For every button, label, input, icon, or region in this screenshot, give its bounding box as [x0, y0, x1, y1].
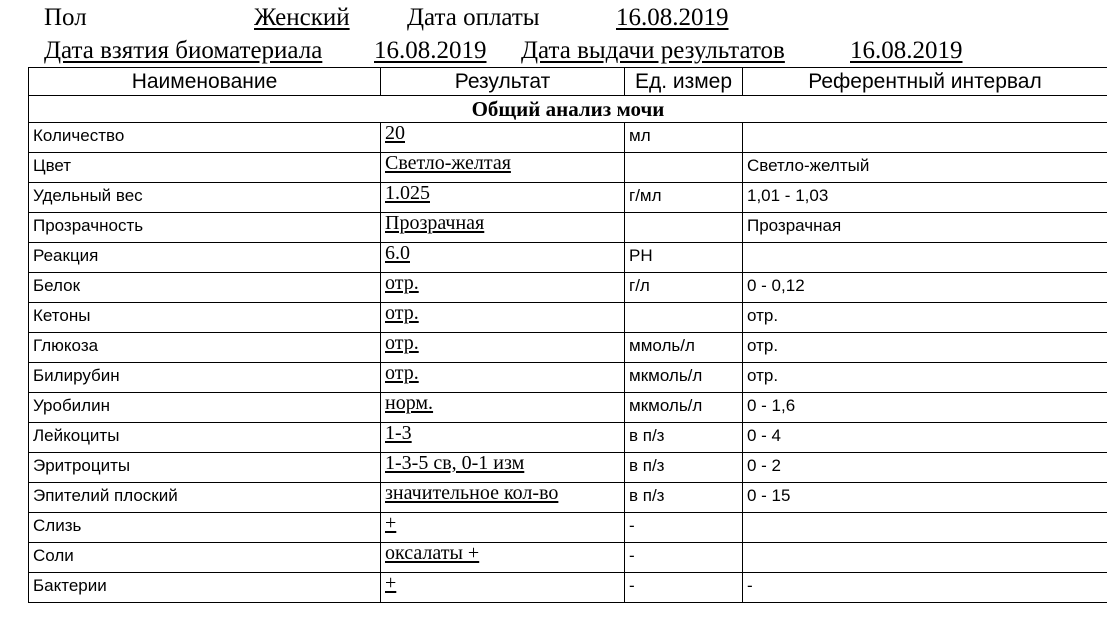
- row-reference: отр.: [743, 303, 1107, 333]
- table-row: [29, 183, 1107, 213]
- row-unit: [625, 303, 743, 333]
- row-unit: -: [625, 513, 743, 543]
- column-header-reference: Референтный интервал: [743, 68, 1107, 96]
- table-row: [29, 153, 1107, 183]
- row-result: Прозрачная: [381, 213, 625, 243]
- urinalysis-table: [28, 67, 1107, 603]
- row-name: Белок: [29, 273, 381, 303]
- table-row: [29, 363, 1107, 393]
- section-title-row: [29, 96, 1107, 123]
- row-name: Цвет: [29, 153, 381, 183]
- row-reference: [743, 543, 1107, 573]
- row-result: отр.: [381, 303, 625, 333]
- row-result: отр.: [381, 333, 625, 363]
- row-reference: [743, 513, 1107, 543]
- section-title: Общий анализ мочи: [29, 96, 1107, 123]
- row-unit: в п/з: [625, 453, 743, 483]
- table-row: [29, 423, 1107, 453]
- row-unit: ммоль/л: [625, 333, 743, 363]
- row-unit: -: [625, 573, 743, 603]
- row-reference: 0 - 1,6: [743, 393, 1107, 423]
- payment-date-value: 16.08.2019: [616, 4, 729, 31]
- result-date-label: Дата выдачи результатов: [521, 37, 785, 64]
- row-name: Бактерии: [29, 573, 381, 603]
- row-result: +: [381, 573, 625, 603]
- row-result: 1-3: [381, 423, 625, 453]
- row-reference: отр.: [743, 333, 1107, 363]
- row-name: Эритроциты: [29, 453, 381, 483]
- row-reference: Прозрачная: [743, 213, 1107, 243]
- row-name: Соли: [29, 543, 381, 573]
- table-row: [29, 333, 1107, 363]
- row-name: Билирубин: [29, 363, 381, 393]
- row-unit: PH: [625, 243, 743, 273]
- table-row: [29, 123, 1107, 153]
- table-row: [29, 573, 1107, 603]
- row-unit: мкмоль/л: [625, 363, 743, 393]
- table-row: [29, 453, 1107, 483]
- row-name: Удельный вес: [29, 183, 381, 213]
- table-row: [29, 273, 1107, 303]
- payment-date-label: Дата оплаты: [407, 4, 540, 31]
- header-row-sex-payment: [44, 4, 1044, 34]
- row-name: Лейкоциты: [29, 423, 381, 453]
- row-reference: [743, 243, 1107, 273]
- row-result: оксалаты +: [381, 543, 625, 573]
- row-name: Реакция: [29, 243, 381, 273]
- table-row: [29, 543, 1107, 573]
- row-name: Прозрачность: [29, 213, 381, 243]
- table-header-row: [29, 68, 1107, 96]
- result-date-value: 16.08.2019: [850, 37, 963, 64]
- table-row: [29, 303, 1107, 333]
- row-reference: 0 - 0,12: [743, 273, 1107, 303]
- row-name: Уробилин: [29, 393, 381, 423]
- row-reference: 0 - 4: [743, 423, 1107, 453]
- row-reference: Светло-желтый: [743, 153, 1107, 183]
- table-row: [29, 393, 1107, 423]
- sample-date-label: Дата взятия биоматериала: [44, 37, 323, 64]
- row-name: Эпителий плоский: [29, 483, 381, 513]
- row-result: отр.: [381, 273, 625, 303]
- row-name: Количество: [29, 123, 381, 153]
- column-header-unit: Ед. измер: [625, 68, 743, 96]
- row-unit: в п/з: [625, 423, 743, 453]
- row-reference: 1,01 - 1,03: [743, 183, 1107, 213]
- table-row: [29, 483, 1107, 513]
- row-reference: 0 - 15: [743, 483, 1107, 513]
- column-header-result: Результат: [381, 68, 625, 96]
- row-reference: [743, 123, 1107, 153]
- row-result: значительное кол-во: [381, 483, 625, 513]
- row-result: 20: [381, 123, 625, 153]
- row-name: Кетоны: [29, 303, 381, 333]
- table-row: [29, 243, 1107, 273]
- row-unit: [625, 213, 743, 243]
- row-reference: 0 - 2: [743, 453, 1107, 483]
- row-unit: -: [625, 543, 743, 573]
- row-name: Слизь: [29, 513, 381, 543]
- row-unit: г/л: [625, 273, 743, 303]
- row-result: 1.025: [381, 183, 625, 213]
- column-header-name: Наименование: [29, 68, 381, 96]
- row-unit: мл: [625, 123, 743, 153]
- row-unit: [625, 153, 743, 183]
- sample-date-value: 16.08.2019: [374, 37, 487, 64]
- row-name: Глюкоза: [29, 333, 381, 363]
- sex-label: Пол: [44, 4, 87, 31]
- row-result: 1-3-5 св, 0-1 изм: [381, 453, 625, 483]
- row-result: отр.: [381, 363, 625, 393]
- row-result: норм.: [381, 393, 625, 423]
- row-result: +: [381, 513, 625, 543]
- table-row: [29, 213, 1107, 243]
- row-unit: г/мл: [625, 183, 743, 213]
- row-reference: -: [743, 573, 1107, 603]
- row-result: 6.0: [381, 243, 625, 273]
- table-row: [29, 513, 1107, 543]
- header-row-dates: [44, 37, 1104, 69]
- row-unit: в п/з: [625, 483, 743, 513]
- row-reference: отр.: [743, 363, 1107, 393]
- sex-value: Женский: [254, 4, 350, 31]
- row-result: Светло-желтая: [381, 153, 625, 183]
- row-unit: мкмоль/л: [625, 393, 743, 423]
